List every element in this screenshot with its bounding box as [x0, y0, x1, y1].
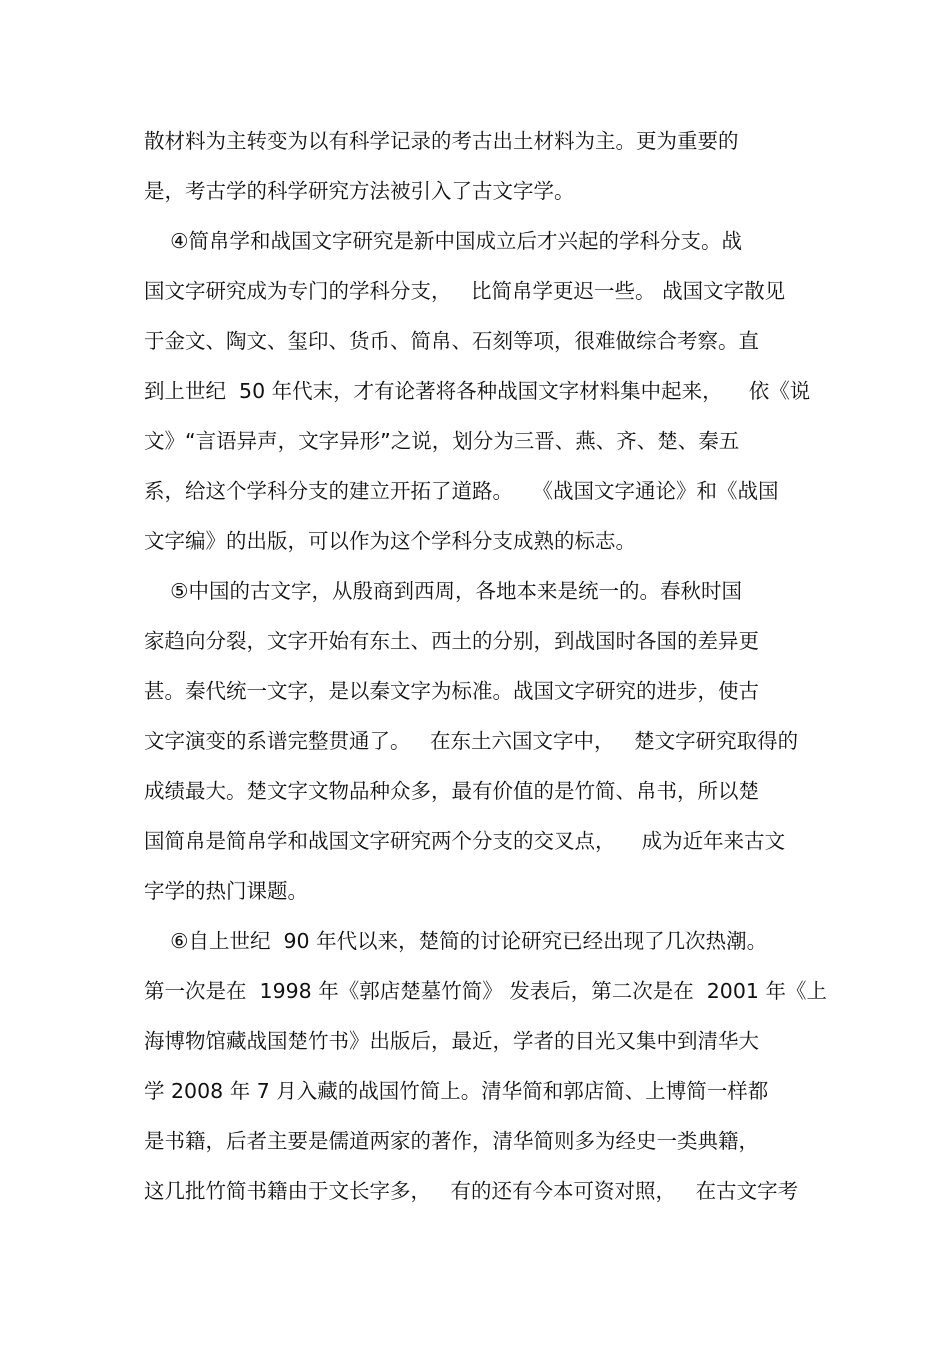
- text-line: 到上世纪 50 年代末，才有论著将各种战国文字材料集中起来， 依《说: [144, 379, 811, 403]
- text-line: 成绩最大。楚文字文物品种众多，最有价值的是竹简、帛书，所以楚: [144, 779, 759, 803]
- text-line: 于金文、陶文、玺印、货币、简帛、石刻等项，很难做综合考察。直: [144, 329, 759, 353]
- text-line: 甚。秦代统一文字，是以秦文字为标准。战国文字研究的进步，使古: [144, 679, 759, 703]
- text-line: ⑥自上世纪 90 年代以来，楚简的讨论研究已经出现了几次热潮。: [144, 929, 768, 953]
- text-line: 是，考古学的科学研究方法被引入了古文字学。: [144, 179, 575, 203]
- text-line: 字学的热门课题。: [144, 879, 308, 903]
- text-line: 家趋向分裂，文字开始有东土、西土的分别，到战国时各国的差异更: [144, 629, 759, 653]
- text-line: 是书籍，后者主要是儒道两家的著作，清华简则多为经史一类典籍，: [144, 1129, 759, 1153]
- text-line: ⑤中国的古文字，从殷商到西周，各地本来是统一的。春秋时国: [144, 579, 742, 603]
- text-line: 文》“言语异声，文字异形”之说，划分为三晋、燕、齐、楚、秦五: [144, 429, 740, 453]
- text-line: 海博物馆藏战国楚竹书》出版后，最近，学者的目光又集中到清华大: [144, 1029, 759, 1053]
- text-line: 文字演变的系谱完整贯通了。 在东土六国文字中， 楚文字研究取得的: [144, 729, 799, 753]
- text-line: 国文字研究成为专门的学科分支， 比简帛学更迟一些。 战国文字散见: [144, 279, 786, 303]
- text-line: 散材料为主转变为以有科学记录的考古出土材料为主。更为重要的: [144, 129, 739, 153]
- text-line: 这几批竹简书籍由于文长字多， 有的还有今本可资对照， 在古文字考: [144, 1179, 799, 1203]
- text-line: 学 2008 年 7 月入藏的战国竹简上。清华简和郭店简、上博简一样都: [144, 1079, 769, 1103]
- text-line: ④简帛学和战国文字研究是新中国成立后才兴起的学科分支。战: [144, 229, 742, 253]
- text-line: 国简帛是简帛学和战国文字研究两个分支的交叉点， 成为近年来古文: [144, 829, 786, 853]
- text-line: 文字编》的出版，可以作为这个学科分支成熟的标志。: [144, 529, 636, 553]
- text-line: 系，给这个学科分支的建立开拓了道路。 《战国文字通论》和《战国: [144, 479, 779, 503]
- text-line: 第一次是在 1998 年《郭店楚墓竹简》 发表后，第二次是在 2001 年《上: [144, 979, 827, 1003]
